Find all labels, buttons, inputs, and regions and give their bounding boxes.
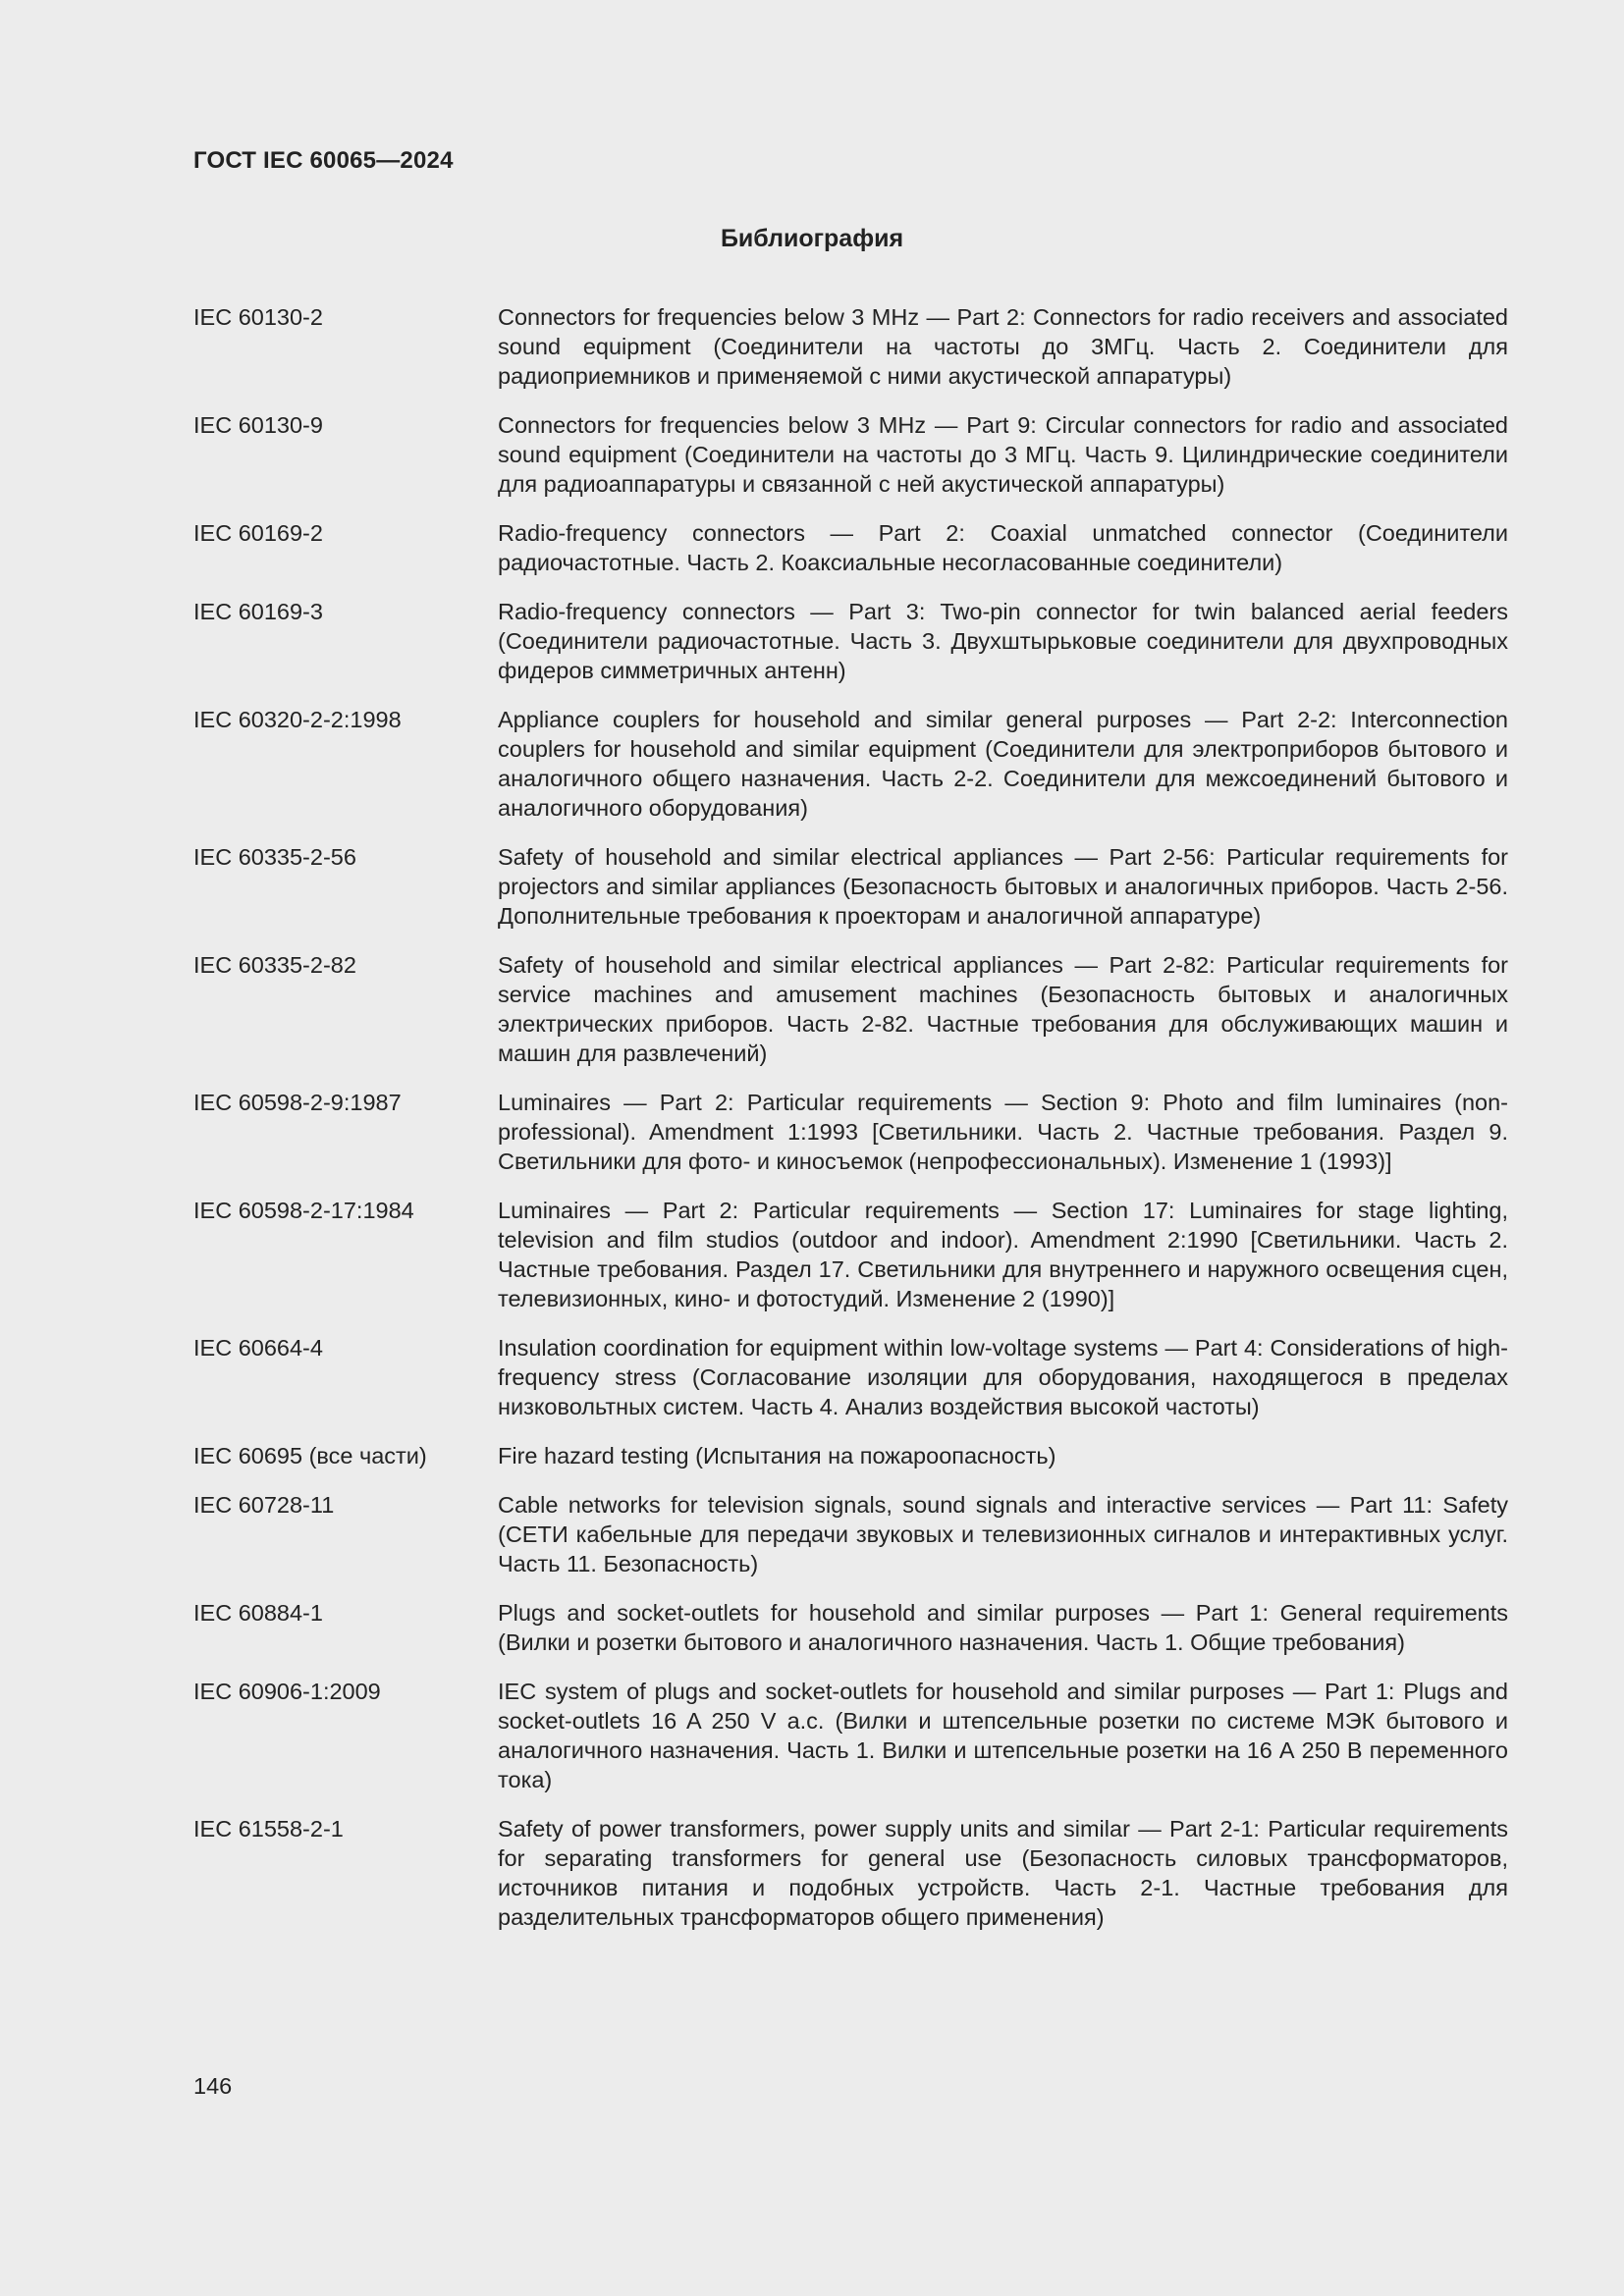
page-number: 146 — [193, 2073, 233, 2099]
bibliography-entry — [193, 705, 1508, 823]
bibliography-entry — [193, 1814, 1508, 1932]
bibliography-entry — [193, 1088, 1508, 1176]
bibliography-entry — [193, 302, 1508, 391]
entry-code: IEC 60130-9 — [193, 412, 323, 438]
bibliography-entry — [193, 1490, 1508, 1578]
entry-text: Cable networks for television signals, sound signals and interactive services — Part 11: Safety (СЕТИ кабельные для передачи звуковых и телевизионных сигналов и интерактивных услуг. Часть 11. Безопасность) — [498, 1492, 1508, 1576]
entry-code: IEC 60130-2 — [193, 304, 323, 330]
entry-code: IEC 60169-2 — [193, 520, 323, 546]
entry-text: Appliance couplers for household and similar general purposes — Part 2-2: Interconnection couplers for household and similar equipment (Соединители для электроприборов бытового и аналогичного общего назначения. Часть 2-2. Соединители для межсоединений бытового и аналогичного оборудования) — [498, 707, 1508, 821]
entry-code: IEC 61558-2-1 — [193, 1816, 344, 1842]
entry-text: Connectors for frequencies below 3 MHz — Part 2: Connectors for radio receivers and associated sound equipment (Соединители на частоты до 3МГц. Часть 2. Соединители для радиоприемников и применяемой с ними акустической аппаратуры) — [498, 304, 1508, 389]
bibliography-entry — [193, 1677, 1508, 1794]
entry-code: IEC 60320-2-2:1998 — [193, 707, 402, 732]
entry-text: IEC system of plugs and socket-outlets for household and similar purposes — Part 1: Plugs and socket-outlets 16 A 250 V a.c. (Вилки и штепсельные розетки по системе МЭК бытового и аналогичного назначения. Часть 1. Вилки и штепсельные розетки на 16 А 250 В переменного тока) — [498, 1679, 1508, 1792]
bibliography-entry — [193, 597, 1508, 685]
entry-code: IEC 60169-3 — [193, 599, 323, 624]
entry-code: IEC 60906-1:2009 — [193, 1679, 381, 1704]
entry-text: Safety of household and similar electrical appliances — Part 2-82: Particular requirements for service machines and amusement machines (Безопасность бытовых и аналогичных электрических приборов. Часть 2-82. Частные требования для обслуживающих машин и машин для развлечений) — [498, 952, 1508, 1066]
bibliography-entry — [193, 950, 1508, 1068]
entry-text: Luminaires — Part 2: Particular requirements — Section 17: Luminaires for stage lighting, television and film studios (outdoor and indoor). Amendment 2:1990 [Светильники. Часть 2. Частные требования. Раздел 17. Светильники для внутреннего и наружного освещения сцен, телевизионных, кино- и фотостудий. Изменение 2 (1990)] — [498, 1198, 1508, 1311]
entry-text: Insulation coordination for equipment within low-voltage systems — Part 4: Considerations of high-frequency stress (Согласование изоляции для оборудования, находящегося в пределах низковольтных систем. Часть 4. Анализ воздействия высокой частоты) — [498, 1335, 1508, 1419]
entry-code: IEC 60335-2-82 — [193, 952, 356, 978]
bibliography-entry — [193, 518, 1508, 577]
entry-code: IEC 60884-1 — [193, 1600, 323, 1626]
bibliography-entry — [193, 1441, 1508, 1470]
bibliography-entry — [193, 410, 1508, 499]
entry-text: Connectors for frequencies below 3 MHz — Part 9: Circular connectors for radio and associated sound equipment (Соединители на частоты до 3 МГц. Часть 9. Цилиндрические соединители для радиоаппаратуры и связанной с ней акустической аппаратуры) — [498, 412, 1508, 497]
entry-code: IEC 60598-2-9:1987 — [193, 1090, 402, 1115]
bibliography-entry — [193, 1333, 1508, 1421]
entry-text: Plugs and socket-outlets for household and similar purposes — Part 1: General requirements (Вилки и розетки бытового и аналогичного назначения. Часть 1. Общие требования) — [498, 1600, 1508, 1655]
entry-code: IEC 60728-11 — [193, 1492, 335, 1518]
entry-code: IEC 60598-2-17:1984 — [193, 1198, 414, 1223]
entry-text: Fire hazard testing (Испытания на пожароопасность) — [498, 1443, 1056, 1468]
bibliography-entry — [193, 842, 1508, 931]
entry-text: Safety of household and similar electrical appliances — Part 2-56: Particular requirements for projectors and similar appliances (Безопасность бытовых и аналогичных приборов. Часть 2-56. Дополнительные требования к проекторам и аналогичной аппаратуре) — [498, 844, 1508, 929]
entry-code: IEC 60335-2-56 — [193, 844, 356, 870]
entry-text: Radio-frequency connectors — Part 2: Coaxial unmatched connector (Соединители радиочастотные. Часть 2. Коаксиальные несогласованные соединители) — [498, 520, 1508, 575]
section-title: Библиография — [720, 225, 904, 252]
entry-text: Safety of power transformers, power supply units and similar — Part 2-1: Particular requirements for separating transformers for general use (Безопасность силовых трансформаторов, источников питания и подобных устройств. Часть 2-1. Частные требования для разделительных трансформаторов общего применения) — [498, 1816, 1508, 1930]
entry-text: Luminaires — Part 2: Particular requirements — Section 9: Photo and film luminaires (non-professional). Amendment 1:1993 [Светильники. Часть 2. Частные требования. Раздел 9. Светильники для фото- и киносъемок (непрофессиональных). Изменение 1 (1993)] — [498, 1090, 1508, 1174]
entry-code: IEC 60664-4 — [193, 1335, 323, 1361]
entry-text: Radio-frequency connectors — Part 3: Two-pin connector for twin balanced aerial feeders (Соединители радиочастотные. Часть 3. Двухштырьковые соединители для двухпроводных фидеров симметричных антенн) — [498, 599, 1508, 683]
bibliography-entry — [193, 1196, 1508, 1313]
bibliography-list — [193, 302, 1508, 1951]
document-header: ГОСТ IEC 60065—2024 — [193, 147, 454, 174]
bibliography-entry — [193, 1598, 1508, 1657]
entry-code: IEC 60695 (все части) — [193, 1443, 427, 1468]
